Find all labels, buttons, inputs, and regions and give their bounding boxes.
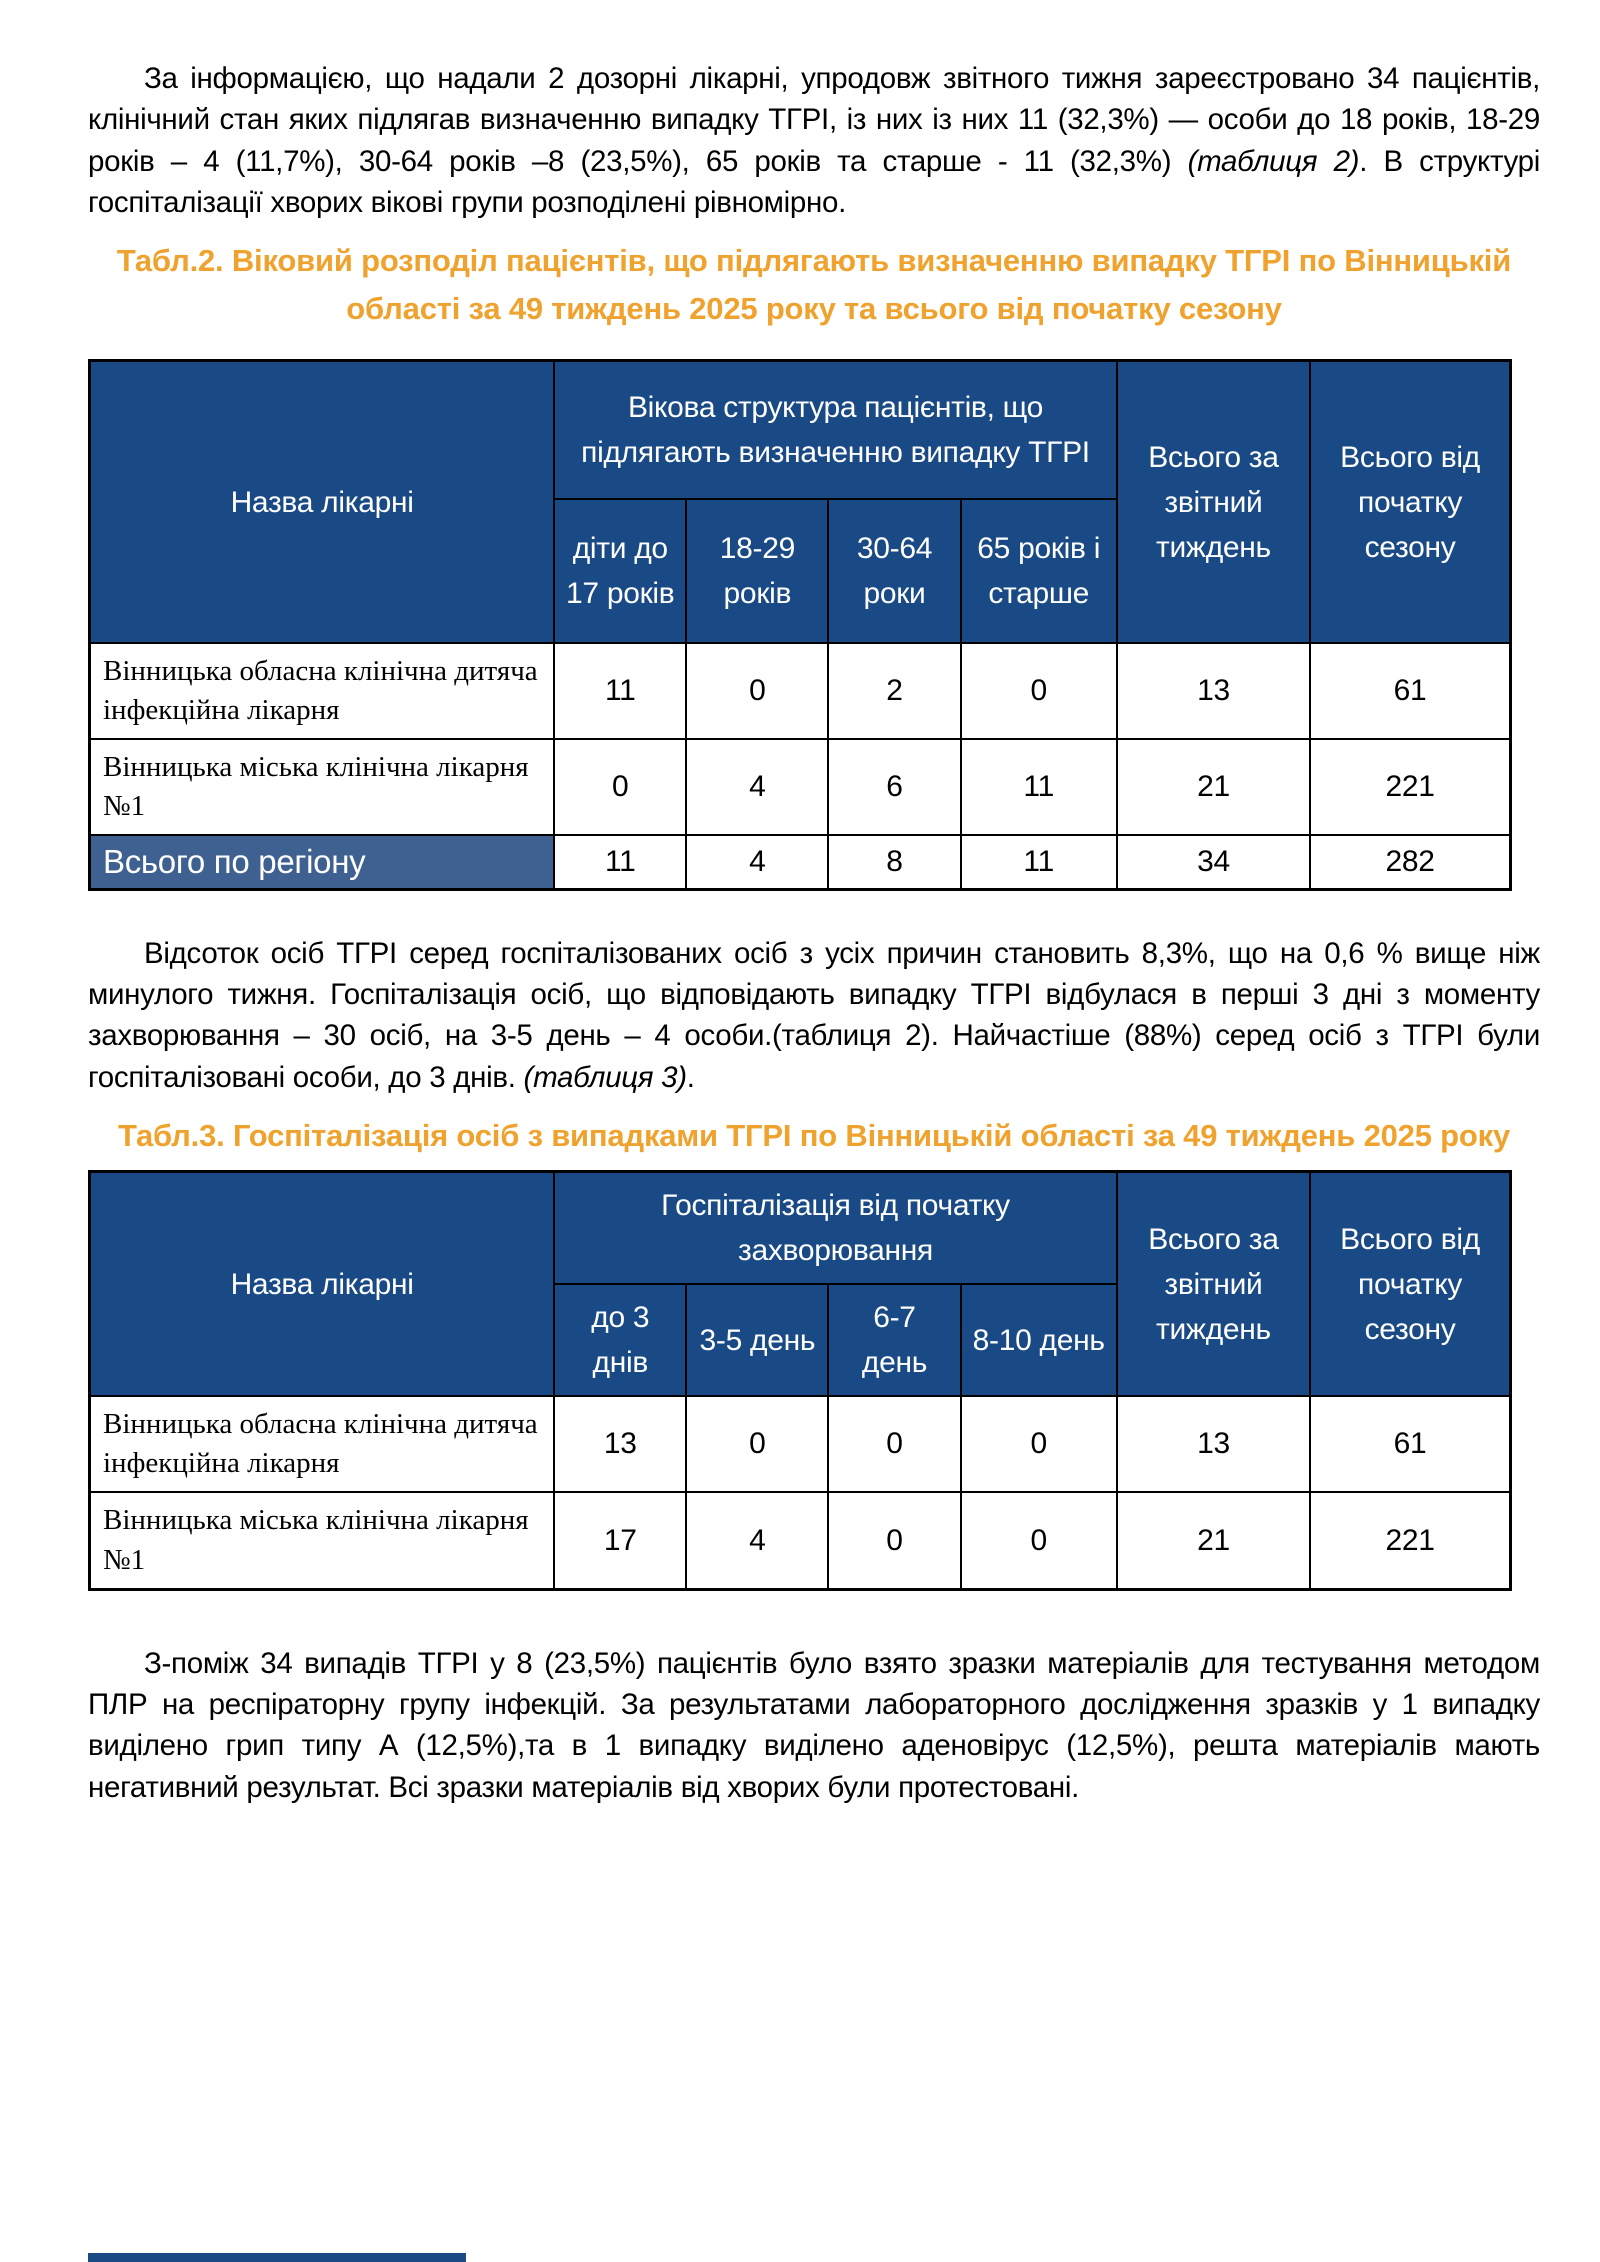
hospital-name-cell: Вінницька міська клінічна лікарня №1 [90, 1492, 555, 1589]
value-cell: 221 [1310, 739, 1510, 835]
hospital-name-cell: Вінницька обласна клінічна дитяча інфекційна лікарня [90, 643, 555, 739]
value-cell: 21 [1117, 739, 1310, 835]
value-cell: 11 [554, 643, 686, 739]
report-paragraph-pcr-results: З-поміж 34 випадів ТГРІ у 8 (23,5%) пацієнтів було взято зразки матеріалів для тестування методом ПЛР на респіраторну групу інфекцій. За результатами лабораторного дослідження зразків у 1 випадку виділено грип типу А (12,5%),та в 1 випадку виділено аденовірус (12,5%), решта матеріалів мають негативний результат. Всі зразки матеріалів від хворих були протестовані. [88, 1646, 1540, 1804]
table2-subheader-18-29: 18-29 років [686, 499, 828, 643]
value-cell: 0 [961, 1396, 1117, 1492]
value-cell: 4 [686, 739, 828, 835]
table3-title: Табл.3. Госпіталізація осіб з випадками ТГРІ по Вінницькій області за 49 тиждень 2025 року [118, 1118, 1510, 1154]
value-cell: 61 [1310, 1396, 1510, 1492]
table2-row-children-hospital [90, 643, 1511, 739]
table2-row-region-total [90, 835, 1511, 889]
table3-row-children-hospital [90, 1396, 1511, 1492]
table3-subheader-upto3days: до 3 днів [554, 1284, 686, 1396]
value-cell: 13 [1117, 643, 1310, 739]
table3-hospitalization-timing [88, 1170, 1512, 1591]
table3-subheader-3-5day: 3-5 день [686, 1284, 828, 1396]
value-cell: 61 [1310, 643, 1510, 739]
table2-title: Табл.2. Віковий розподіл пацієнтів, що підлягають визначенню випадку ТГРІ по Вінницькій області за 49 тиждень 2025 року та всього від початку сезону [116, 243, 1512, 327]
value-cell: 17 [554, 1492, 686, 1589]
hospital-name-cell: Вінницька міська клінічна лікарня №1 [90, 739, 555, 835]
table2-subheader-65plus: 65 років і старше [961, 499, 1117, 643]
table2-row-city-hospital [90, 739, 1511, 835]
value-cell: 13 [554, 1396, 686, 1492]
report-paragraph-hospitalization: Відсоток осіб ТГРІ серед госпіталізованих осіб з усіх причин становить 8,3%, що на 0,6 % вище ніж минулого тижня. Госпіталізація осіб, що відповідають випадку ТГРІ відбулася в перші 3 дні з моменту захворювання – 30 осіб, на 3-5 день – 4 особи.(таблиця 2). Найчастіше (88%) серед осіб з ТГРІ були госпіталізовані особи, до 3 днів. (таблиця 3). [88, 936, 1540, 1094]
value-cell: 0 [961, 643, 1117, 739]
value-cell: 0 [554, 739, 686, 835]
value-cell: 4 [686, 1492, 828, 1589]
table3-row-city-hospital [90, 1492, 1511, 1589]
value-cell: 21 [1117, 1492, 1310, 1589]
value-cell: 11 [961, 835, 1117, 889]
next-table-cutoff-bar [88, 2253, 466, 2262]
value-cell: 221 [1310, 1492, 1510, 1589]
value-cell: 0 [828, 1396, 960, 1492]
value-cell: 2 [828, 643, 960, 739]
region-total-label: Всього по регіону [90, 835, 555, 889]
value-cell: 6 [828, 739, 960, 835]
table3-header-total-season: Всього від початку сезону [1310, 1172, 1510, 1397]
value-cell: 0 [828, 1492, 960, 1589]
table3-header-row-group [90, 1172, 1511, 1285]
value-cell: 0 [686, 643, 828, 739]
hospital-name-cell: Вінницька обласна клінічна дитяча інфекційна лікарня [90, 1396, 555, 1492]
value-cell: 0 [686, 1396, 828, 1492]
value-cell: 11 [554, 835, 686, 889]
value-cell: 4 [686, 835, 828, 889]
table2-header-age-group: Вікова структура пацієнтів, що підлягають визначенню випадку ТГРІ [554, 361, 1117, 499]
value-cell: 11 [961, 739, 1117, 835]
table2-subheader-30-64: 30-64 роки [828, 499, 960, 643]
table2-header-row-group [90, 361, 1511, 499]
table2-subheader-under17: діти до 17 років [554, 499, 686, 643]
report-paragraph-intro: За інформацією, що надали 2 дозорні лікарні, упродовж звітного тижня зареєстровано 34 пацієнтів, клінічний стан яких підлягав визначенню випадку ТГРІ, із них із них 11 (32,3%) — особи до 18 років, 18-29 років – 4 (11,7%), 30-64 років –8 (23,5%), 65 років та старше - 11 (32,3%) (таблиця 2). В структурі госпіталізації хворих вікові групи розподілені рівномірно. [88, 62, 1540, 219]
value-cell: 0 [961, 1492, 1117, 1589]
table3-subheader-6-7day: 6-7 день [828, 1284, 960, 1396]
value-cell: 13 [1117, 1396, 1310, 1492]
table2-header-hospital-name: Назва лікарні [90, 361, 555, 643]
table3-header-total-week: Всього за звітний тиждень [1117, 1172, 1310, 1397]
table3-subheader-8-10day: 8-10 день [961, 1284, 1117, 1396]
table3-header-timing-group: Госпіталізація від початку захворювання [554, 1172, 1117, 1285]
table3-header-hospital-name: Назва лікарні [90, 1172, 555, 1397]
value-cell: 282 [1310, 835, 1510, 889]
table2-age-distribution [88, 359, 1512, 891]
table2-header-total-week: Всього за звітний тиждень [1117, 361, 1310, 643]
value-cell: 34 [1117, 835, 1310, 889]
value-cell: 8 [828, 835, 960, 889]
table2-header-total-season: Всього від початку сезону [1310, 361, 1510, 643]
